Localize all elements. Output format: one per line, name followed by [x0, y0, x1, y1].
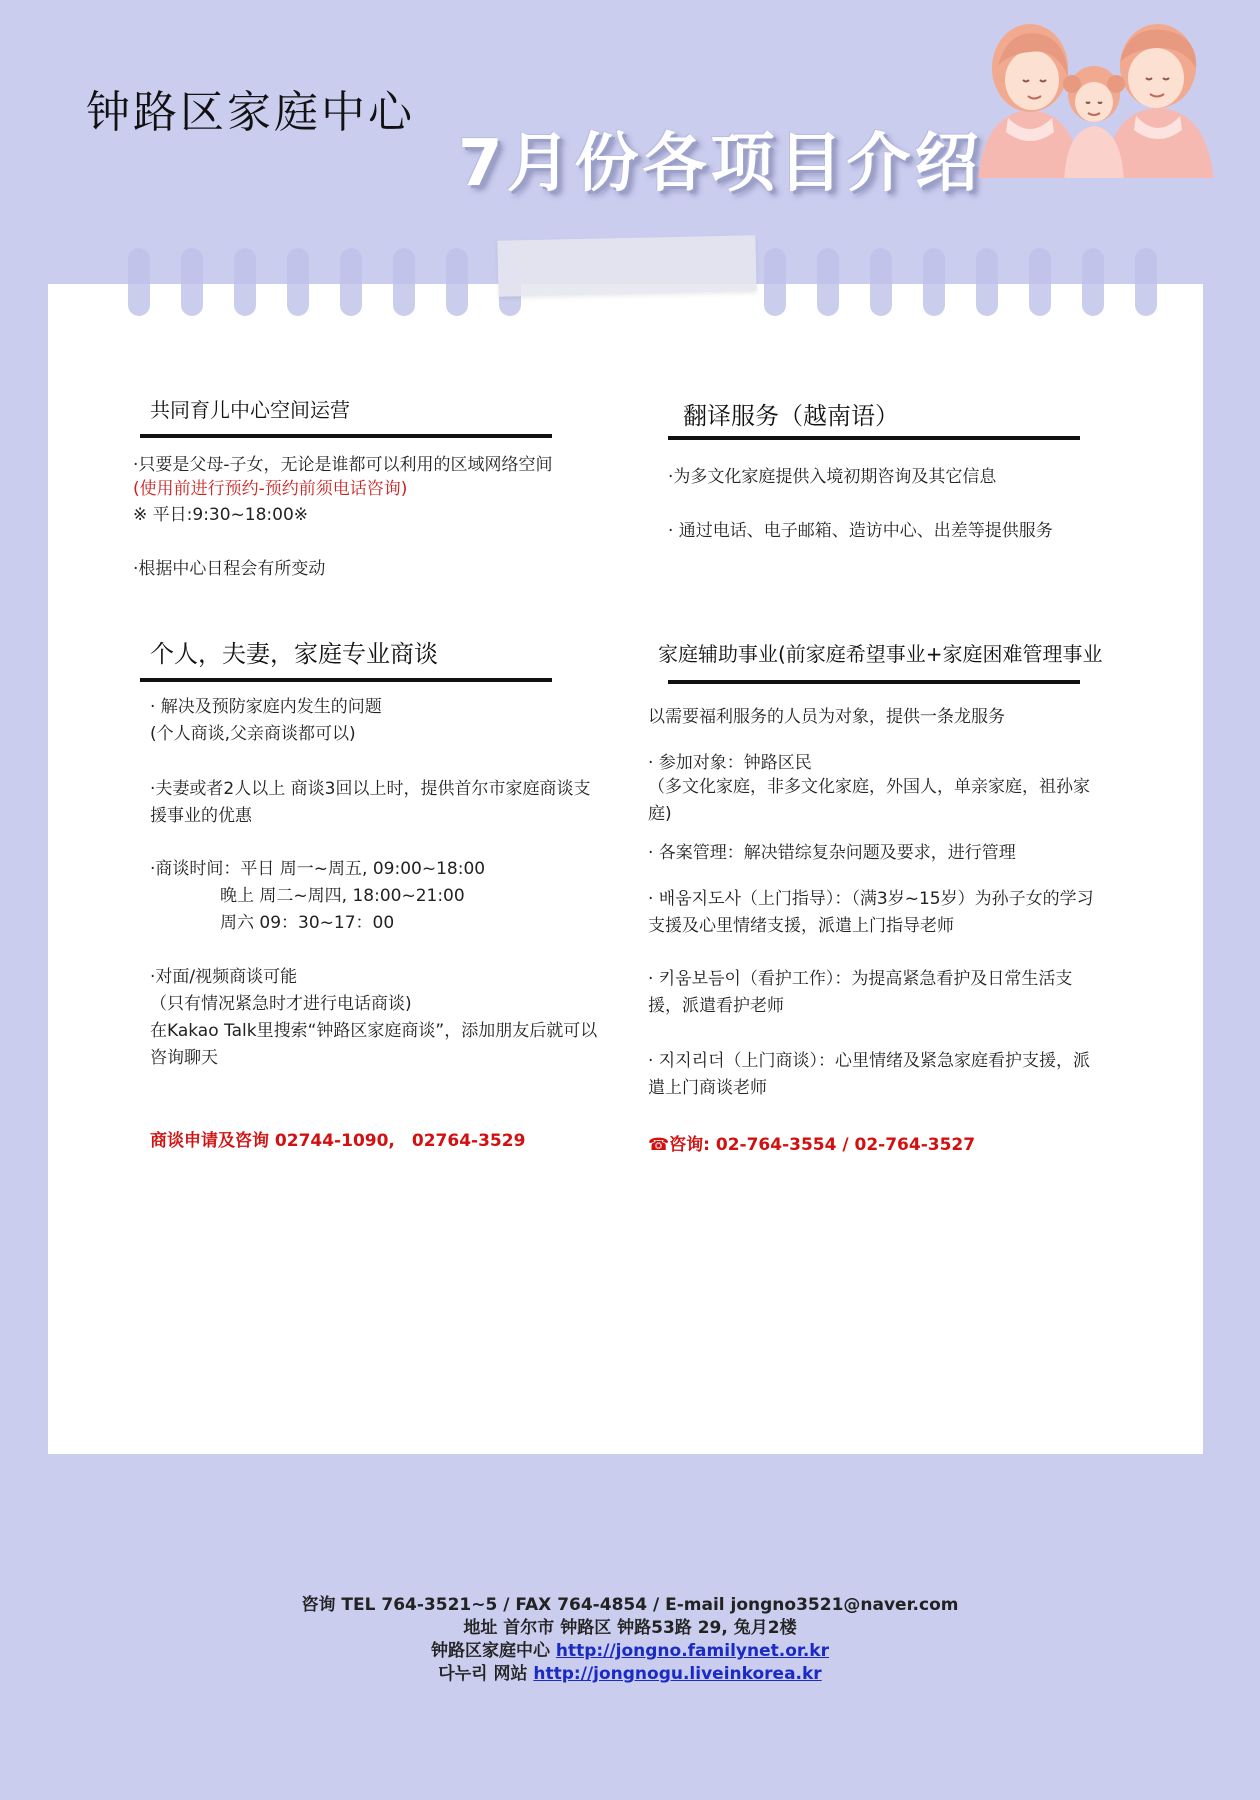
footer-danuri-label: 다누리 网站 [438, 1664, 534, 1684]
counseling-line1: · 解决及预防家庭内发生的问题 [150, 697, 382, 717]
translation-line1: ·为多文化家庭提供入境初期咨询及其它信息 [668, 467, 997, 487]
support-target-detail: （多文化家庭，非多文化家庭，外国人，单亲家庭，祖孙家庭) [648, 777, 1090, 824]
childcare-hours: ※ 平日:9:30~18:00※ [133, 505, 309, 525]
support-target: · 参加对象：钟路区民 [648, 753, 812, 773]
support-item-learning: · 배움지도사（上门指导）：（满3岁~15岁）为孙子女的学习支援及心里情绪支援，派遣上门指导老师 [648, 889, 1094, 936]
translation-heading: 翻译服务（越南语） [683, 402, 899, 430]
footer-address: 地址 首尔市 钟路区 钟路53路 29, 兔月2楼 [463, 1618, 797, 1638]
counseling-line4: ·对面/视频商谈可能 [150, 967, 298, 987]
counseling-line5: （只有情况紧急时才进行电话商谈) [150, 994, 412, 1014]
counseling-hours-weekday: ·商谈时间：平日 周一~周五, 09:00~18:00 [150, 859, 486, 879]
tape-decoration [497, 235, 756, 296]
counseling-line2: (个人商谈,父亲商谈都可以) [150, 724, 356, 744]
counseling-kakao: 在Kakao Talk里搜索“钟路区家庭商谈”，添加朋友后就可以咨询聊天 [150, 1021, 598, 1068]
center-website-link[interactable]: http://jongno.familynet.or.kr [555, 1641, 829, 1661]
support-item-visit: · 지지리더（上门商谈）：心里情绪及紧急家庭看护支援，派遣上门商谈老师 [648, 1051, 1090, 1098]
support-heading: 家庭辅助事业(前家庭希望事业+家庭困难管理事业 [658, 642, 1103, 666]
counseling-hours-evening: 晚上 周二~周四, 18:00~21:00 [220, 886, 465, 906]
footer-center-site [0, 1640, 1260, 1663]
footer-danuri-site [0, 1663, 1260, 1686]
support-intro: 以需要福利服务的人员为对象，提供一条龙服务 [648, 707, 1005, 727]
page-headline: 7月份各项目介绍 [458, 127, 983, 201]
danuri-website-link[interactable]: http://jongnogu.liveinkorea.kr [533, 1664, 822, 1684]
counseling-divider [140, 678, 552, 682]
support-case-management: · 各案管理：解决错综复杂问题及要求，进行管理 [648, 843, 1016, 863]
childcare-heading: 共同育儿中心空间运营 [150, 398, 350, 422]
childcare-divider [140, 434, 552, 438]
footer-center-label: 钟路区家庭中心 [430, 1641, 556, 1661]
childcare-reservation-note: (使用前进行预约-预约前须电话咨询) [133, 479, 408, 499]
counseling-contact: 商谈申请及咨询 02744-1090, 02764-3529 [150, 1131, 526, 1151]
translation-divider [668, 436, 1080, 440]
counseling-heading: 个人，夫妻，家庭专业商谈 [150, 640, 438, 668]
support-contact: ☎咨询: 02-764-3554 / 02-764-3527 [648, 1135, 976, 1155]
counseling-line3: ·夫妻或者2人以上 商谈3回以上时，提供首尔市家庭商谈支援事业的优惠 [150, 779, 591, 826]
translation-line2: · 通过电话、电子邮箱、造访中心、出差等提供服务 [668, 521, 1053, 541]
childcare-line1: ·只要是父母-子女，无论是谁都可以利用的区域网络空间 [133, 455, 553, 475]
footer [0, 1594, 1260, 1686]
support-item-care: · 키움보듬이（看护工作）：为提高紧急看护及日常生活支援，派遣看护老师 [648, 969, 1073, 1016]
support-divider [668, 680, 1080, 684]
footer-contact: 咨询 TEL 764-3521~5 / FAX 764-4854 / E-mail jongno3521@naver.com [301, 1595, 959, 1615]
childcare-schedule-note: ·根据中心日程会有所变动 [133, 559, 326, 579]
family-illustration-icon [968, 18, 1218, 178]
org-name: 钟路区家庭中心 [86, 87, 415, 138]
counseling-hours-saturday: 周六 09：30~17：00 [220, 913, 395, 933]
